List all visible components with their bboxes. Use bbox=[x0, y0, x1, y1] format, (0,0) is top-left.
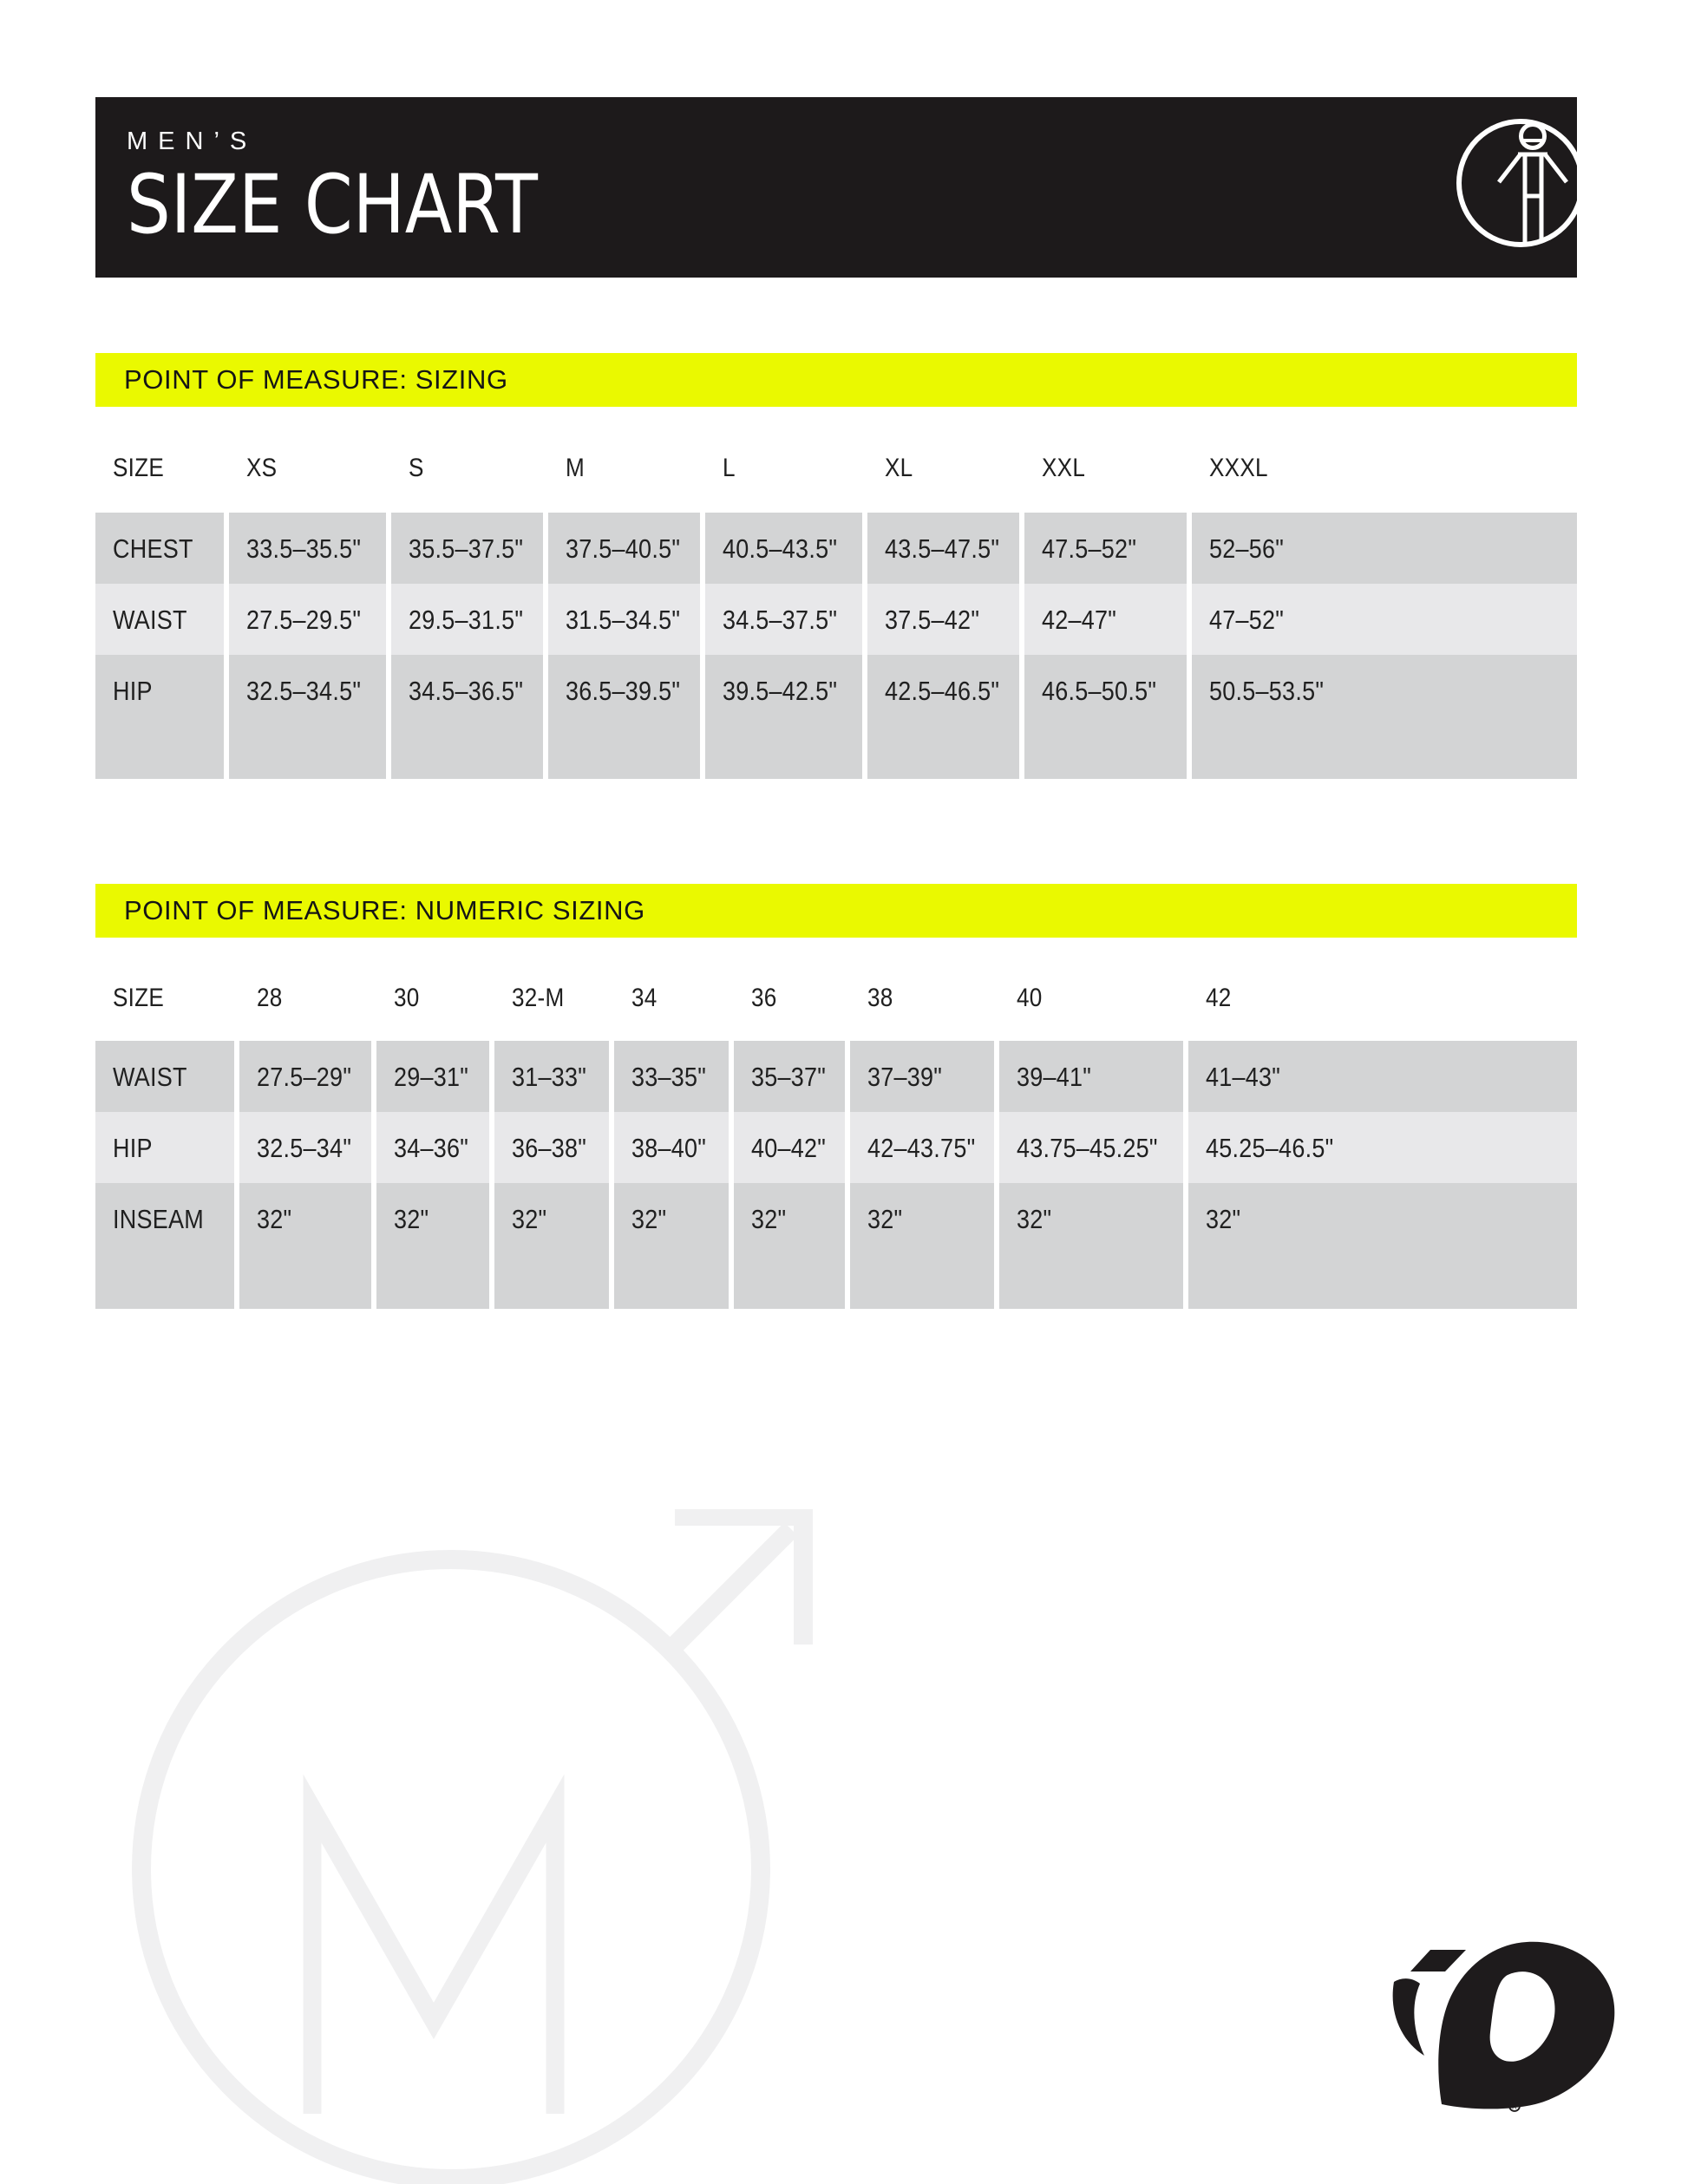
table-cell bbox=[229, 584, 386, 655]
measurement-value: 46.5–50.5" bbox=[1042, 676, 1157, 706]
row-label-text: WAIST bbox=[113, 1062, 187, 1092]
column-header-label: SIZE bbox=[113, 454, 165, 482]
measurement-value: 35–37" bbox=[751, 1062, 827, 1092]
column-header bbox=[614, 938, 729, 1041]
measurement-value: 34.5–36.5" bbox=[409, 676, 524, 706]
table-cell bbox=[614, 1112, 729, 1183]
male-figure-icon bbox=[1456, 118, 1577, 248]
row-label bbox=[95, 1041, 234, 1112]
table-cell bbox=[734, 1183, 845, 1309]
registered-mark: R bbox=[1512, 2102, 1517, 2111]
section-title-text: POINT OF MEASURE: NUMERIC SIZING bbox=[124, 895, 645, 925]
measurement-value: 39.5–42.5" bbox=[723, 676, 838, 706]
table-cell bbox=[999, 1183, 1183, 1309]
table-cell bbox=[1188, 1112, 1577, 1183]
header-eyebrow: MEN’S bbox=[127, 127, 258, 155]
column-header bbox=[867, 407, 1019, 513]
pearl-izumi-logo bbox=[1384, 1930, 1622, 2116]
measurement-value: 45.25–46.5" bbox=[1206, 1133, 1334, 1163]
column-header-label: 38 bbox=[867, 983, 893, 1012]
table-row-waist bbox=[95, 584, 1577, 655]
table-row-inseam bbox=[95, 1183, 1577, 1309]
column-header-label: 40 bbox=[1017, 983, 1043, 1012]
section-title-sizing bbox=[95, 353, 1577, 407]
table-cell bbox=[705, 584, 862, 655]
table-cell bbox=[548, 513, 700, 584]
table-cell bbox=[391, 584, 543, 655]
column-header bbox=[239, 938, 371, 1041]
measurement-value: 29–31" bbox=[394, 1062, 469, 1092]
column-header bbox=[999, 938, 1183, 1041]
measurement-value: 38–40" bbox=[631, 1133, 707, 1163]
column-header bbox=[391, 407, 543, 513]
table-row-chest bbox=[95, 513, 1577, 584]
measurement-value: 32" bbox=[512, 1204, 547, 1234]
measurement-value: 31.5–34.5" bbox=[566, 605, 681, 635]
measurement-value: 27.5–29" bbox=[257, 1062, 352, 1092]
logo-p-swoosh bbox=[1438, 1942, 1614, 2109]
page-title: SIZE CHART bbox=[127, 157, 538, 252]
table-cell bbox=[239, 1041, 371, 1112]
measurement-value: 29.5–31.5" bbox=[409, 605, 524, 635]
column-header-label: L bbox=[723, 454, 736, 482]
logo-crescent bbox=[1393, 1978, 1424, 2056]
column-header-label: 34 bbox=[631, 983, 658, 1012]
measurement-value: 52–56" bbox=[1209, 533, 1285, 564]
measurement-value: 32.5–34.5" bbox=[246, 676, 362, 706]
column-header-label: XL bbox=[885, 454, 913, 482]
measurement-value: 37–39" bbox=[867, 1062, 943, 1092]
measurement-value: 36.5–39.5" bbox=[566, 676, 681, 706]
column-header-label: M bbox=[566, 454, 586, 482]
section-sizing bbox=[95, 353, 1577, 779]
measurement-value: 34.5–37.5" bbox=[723, 605, 838, 635]
table-cell bbox=[548, 584, 700, 655]
measurement-value: 40.5–43.5" bbox=[723, 533, 838, 564]
row-label bbox=[95, 655, 224, 779]
column-header bbox=[734, 938, 845, 1041]
table-cell bbox=[705, 513, 862, 584]
measurement-value: 31–33" bbox=[512, 1062, 587, 1092]
measurement-value: 32" bbox=[631, 1204, 667, 1234]
column-header bbox=[850, 938, 994, 1041]
table-header-row bbox=[95, 407, 1577, 513]
column-header bbox=[494, 938, 609, 1041]
measurement-value: 43.5–47.5" bbox=[885, 533, 1000, 564]
measurement-value: 32" bbox=[1017, 1204, 1052, 1234]
male-symbol-watermark bbox=[121, 1509, 833, 2184]
table-cell bbox=[1024, 513, 1187, 584]
section-numeric-sizing bbox=[95, 884, 1577, 1309]
column-header-label: SIZE bbox=[113, 983, 165, 1012]
column-header bbox=[1024, 407, 1187, 513]
header-banner bbox=[95, 97, 1577, 278]
column-header-label: S bbox=[409, 454, 424, 482]
sizing-table bbox=[95, 407, 1577, 779]
measurement-value: 32" bbox=[867, 1204, 903, 1234]
logo-dash bbox=[1410, 1950, 1466, 1971]
table-cell bbox=[1192, 584, 1577, 655]
table-cell bbox=[1024, 655, 1187, 779]
measurement-value: 34–36" bbox=[394, 1133, 469, 1163]
table-row-hip bbox=[95, 1112, 1577, 1183]
measurement-value: 33.5–35.5" bbox=[246, 533, 362, 564]
table-header-row bbox=[95, 938, 1577, 1041]
table-cell bbox=[999, 1112, 1183, 1183]
table-cell bbox=[239, 1183, 371, 1309]
table-cell bbox=[229, 655, 386, 779]
watermark-letter-m bbox=[312, 1808, 555, 2114]
measurement-value: 32" bbox=[394, 1204, 429, 1234]
table-cell bbox=[391, 513, 543, 584]
row-label-text: HIP bbox=[113, 676, 153, 706]
section-title-numeric-sizing bbox=[95, 884, 1577, 938]
column-header-label: 42 bbox=[1206, 983, 1232, 1012]
measurement-value: 32" bbox=[1206, 1204, 1241, 1234]
size-column-header bbox=[95, 407, 224, 513]
table-cell bbox=[734, 1112, 845, 1183]
measurement-value: 36–38" bbox=[512, 1133, 587, 1163]
column-header bbox=[548, 407, 700, 513]
row-label bbox=[95, 1112, 234, 1183]
measurement-value: 50.5–53.5" bbox=[1209, 676, 1325, 706]
table-cell bbox=[494, 1112, 609, 1183]
row-label bbox=[95, 584, 224, 655]
table-cell bbox=[548, 655, 700, 779]
measurement-value: 37.5–42" bbox=[885, 605, 980, 635]
measurement-value: 47–52" bbox=[1209, 605, 1285, 635]
table-cell bbox=[867, 513, 1019, 584]
column-header-label: XXL bbox=[1042, 454, 1086, 482]
table-cell bbox=[1188, 1041, 1577, 1112]
column-header bbox=[1188, 938, 1577, 1041]
table-cell bbox=[850, 1112, 994, 1183]
measurement-value: 32" bbox=[257, 1204, 292, 1234]
measurement-value: 42–43.75" bbox=[867, 1133, 976, 1163]
size-column-header bbox=[95, 938, 234, 1041]
row-label-text: INSEAM bbox=[113, 1204, 204, 1234]
column-header-label: 36 bbox=[751, 983, 777, 1012]
table-cell bbox=[1188, 1183, 1577, 1309]
column-header bbox=[229, 407, 386, 513]
table-row-waist bbox=[95, 1041, 1577, 1112]
table-cell bbox=[705, 655, 862, 779]
measurement-value: 41–43" bbox=[1206, 1062, 1281, 1092]
measurement-value: 47.5–52" bbox=[1042, 533, 1137, 564]
measurement-value: 42–47" bbox=[1042, 605, 1117, 635]
table-cell bbox=[734, 1041, 845, 1112]
table-cell bbox=[239, 1112, 371, 1183]
measurement-value: 35.5–37.5" bbox=[409, 533, 524, 564]
measurement-value: 40–42" bbox=[751, 1133, 827, 1163]
column-header-label: 28 bbox=[257, 983, 283, 1012]
table-cell bbox=[614, 1041, 729, 1112]
table-cell bbox=[376, 1183, 489, 1309]
measurement-value: 37.5–40.5" bbox=[566, 533, 681, 564]
measurement-value: 33–35" bbox=[631, 1062, 707, 1092]
table-cell bbox=[376, 1041, 489, 1112]
table-cell bbox=[867, 584, 1019, 655]
section-title-text: POINT OF MEASURE: SIZING bbox=[124, 364, 508, 395]
table-cell bbox=[1024, 584, 1187, 655]
measurement-value: 32" bbox=[751, 1204, 787, 1234]
table-row-hip bbox=[95, 655, 1577, 779]
table-cell bbox=[1192, 655, 1577, 779]
table-cell bbox=[850, 1183, 994, 1309]
column-header-label: XS bbox=[246, 454, 278, 482]
table-cell bbox=[494, 1041, 609, 1112]
column-header bbox=[376, 938, 489, 1041]
table-cell bbox=[391, 655, 543, 779]
column-header-label: XXXL bbox=[1209, 454, 1268, 482]
row-label bbox=[95, 1183, 234, 1309]
table-cell bbox=[614, 1183, 729, 1309]
row-label bbox=[95, 513, 224, 584]
column-header-label: 30 bbox=[394, 983, 420, 1012]
column-header-label: 32-M bbox=[512, 983, 565, 1012]
column-header bbox=[1192, 407, 1577, 513]
table-cell bbox=[376, 1112, 489, 1183]
table-cell bbox=[1192, 513, 1577, 584]
measurement-value: 32.5–34" bbox=[257, 1133, 352, 1163]
row-label-text: CHEST bbox=[113, 533, 193, 564]
row-label-text: HIP bbox=[113, 1133, 153, 1163]
table-cell bbox=[867, 655, 1019, 779]
measurement-value: 27.5–29.5" bbox=[246, 605, 362, 635]
numeric-sizing-table bbox=[95, 938, 1577, 1309]
table-cell bbox=[494, 1183, 609, 1309]
table-cell bbox=[850, 1041, 994, 1112]
measurement-value: 42.5–46.5" bbox=[885, 676, 1000, 706]
measurement-value: 39–41" bbox=[1017, 1062, 1092, 1092]
table-cell bbox=[999, 1041, 1183, 1112]
column-header bbox=[705, 407, 862, 513]
table-cell bbox=[229, 513, 386, 584]
row-label-text: WAIST bbox=[113, 605, 187, 635]
measurement-value: 43.75–45.25" bbox=[1017, 1133, 1158, 1163]
